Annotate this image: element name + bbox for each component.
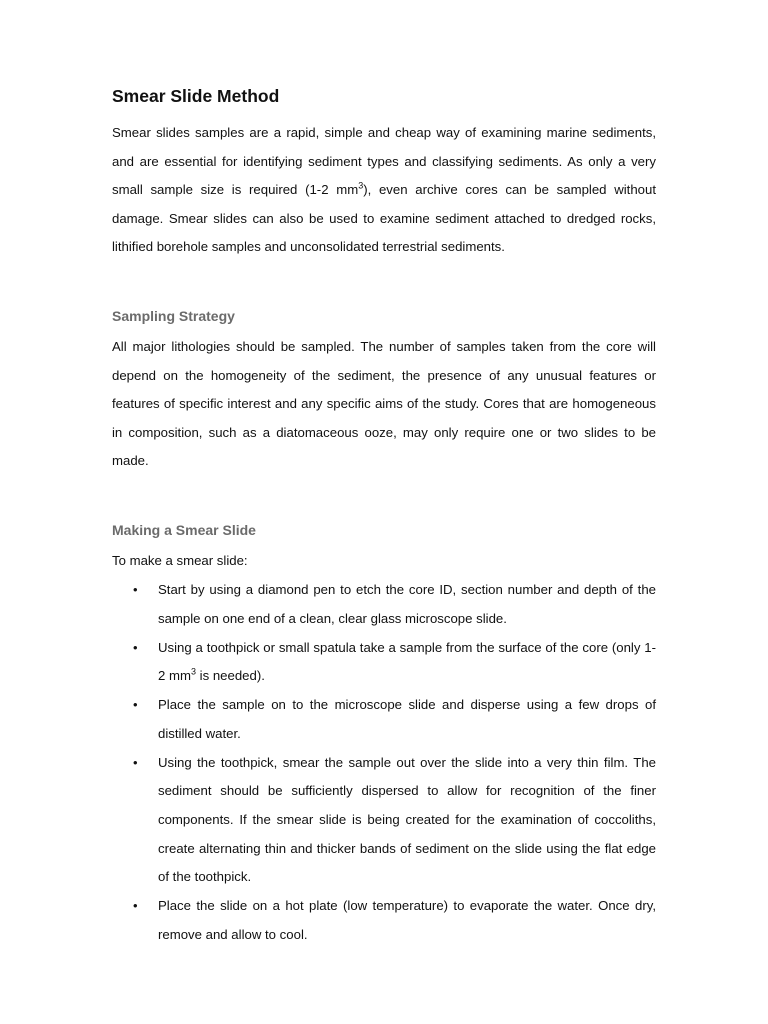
making-lead-text: To make a smear slide: xyxy=(112,553,248,568)
sampling-strategy-heading: Sampling Strategy xyxy=(112,308,235,324)
intro-text-part-1: Smear slides samples are a rapid, simple and cheap way of examining marine sediments, and are essential for identifying sediment types and classifying sediments. As only a very small sample size is required (1-2 mm xyxy=(112,125,656,198)
page-title: Smear Slide Method xyxy=(112,86,280,106)
step-superscript: 3 xyxy=(190,666,196,677)
step-item xyxy=(112,749,656,892)
intro-text-part-2: ), even archive cores can be sampled without damage. Smear slides can also be used to examine sediment attached to dredged rocks, lithified borehole samples and unconsolidated terrestrial sediments. xyxy=(112,182,656,255)
sampling-strategy-paragraph: All major lithologies should be sampled. The number of samples taken from the core will depend on the homogeneity of the sediment, the presence of any unusual features or features of specific interest and any specific aims of the study. Cores that are homogeneous in composition, such as a diatomaceous ooze, may only require one or two slides to be made. xyxy=(112,339,656,469)
making-smear-slide-heading: Making a Smear Slide xyxy=(112,522,256,538)
intro-paragraph xyxy=(112,119,656,262)
step-text: Using the toothpick, smear the sample out over the slide into a very thin film. The sediment should be sufficiently dispersed to allow for recognition of the finer components. If the smear slide is being created for the examination of coccoliths, create alternating thin and thicker bands of sediment on the slide using the flat edge of the toothpick. xyxy=(158,754,656,885)
step-text: Place the sample on to the microscope slide and disperse using a few drops of distilled water. xyxy=(158,697,656,741)
step-item xyxy=(112,691,656,748)
steps-list xyxy=(112,576,656,950)
bullet-icon: • xyxy=(133,639,138,655)
bullet-icon: • xyxy=(133,582,138,597)
bullet-icon: • xyxy=(133,898,138,914)
intro-superscript: 3 xyxy=(358,180,364,191)
step-text-part-2: is needed). xyxy=(195,668,265,684)
step-item xyxy=(112,634,656,691)
step-text: Start by using a diamond pen to etch the core ID, section number and depth of the sample on one end of a clean, clear glass microscope slide. xyxy=(158,582,656,626)
step-item xyxy=(112,892,656,949)
bullet-icon: • xyxy=(133,697,138,713)
step-item xyxy=(112,576,656,633)
step-text-part-1: Using a toothpick or small spatula take a sample from the surface of the core (only 1-2 mm xyxy=(158,639,656,684)
bullet-icon: • xyxy=(133,754,138,770)
step-text: Place the slide on a hot plate (low temperature) to evaporate the water. Once dry, remove and allow to cool. xyxy=(158,898,656,942)
